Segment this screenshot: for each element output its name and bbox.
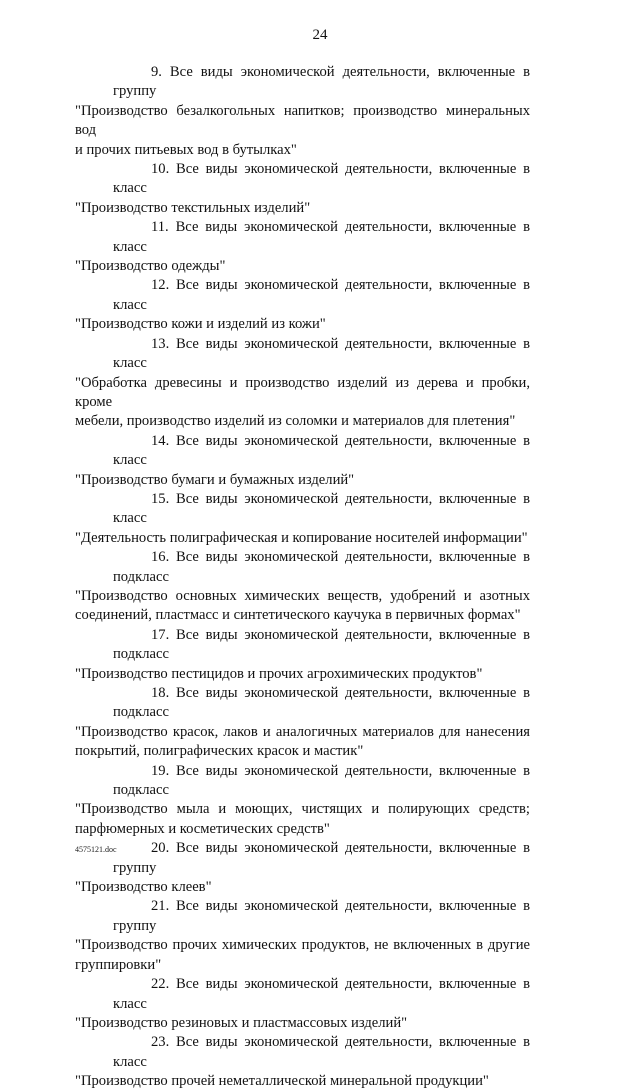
list-item <box>75 975 530 1033</box>
list-item <box>75 63 530 160</box>
text-line: 10. Все виды экономической деятельности, включенные в класс <box>113 161 530 197</box>
text-line: 23. Все виды экономической деятельности, включенные в класс <box>113 1034 530 1070</box>
list-item <box>75 762 530 840</box>
text-line: парфюмерных и косметических средств" <box>75 820 330 837</box>
text-line: "Производство клеев" <box>75 879 212 896</box>
list-item <box>75 1033 530 1091</box>
text-line: 14. Все виды экономической деятельности, включенные в класс <box>113 432 530 469</box>
text-line: "Производство основных химических веществ, удобрений и азотных <box>75 587 530 604</box>
text-line: "Производство текстильных изделий" <box>75 199 311 216</box>
text-line: 11. Все виды экономической деятельности, включенные в класс <box>113 219 530 255</box>
text-line: "Производство пестицидов и прочих агрохимических продуктов" <box>75 665 483 682</box>
text-line: покрытий, полиграфических красок и мастик" <box>75 743 364 760</box>
text-line: 13. Все виды экономической деятельности, включенные в класс <box>113 335 530 372</box>
list-item <box>75 548 530 626</box>
text-line: "Обработка древесины и производство изделий из дерева и пробки, кроме <box>75 374 530 410</box>
text-line: "Производство прочих химических продуктов, не включенных в другие <box>75 937 530 954</box>
file-name-footer: 4575121.doc <box>75 845 117 854</box>
text-line: "Производство одежды" <box>75 258 226 275</box>
text-line: группировки" <box>75 956 162 973</box>
text-line: "Производство мыла и моющих, чистящих и полирующих средств; <box>75 801 530 818</box>
list-item <box>75 432 530 490</box>
text-line: 9. Все виды экономической деятельности, включенные в группу <box>113 64 530 100</box>
list-item <box>75 684 530 762</box>
text-line: "Деятельность полиграфическая и копирование носителей информации" <box>75 529 528 546</box>
text-line: "Производство бумаги и бумажных изделий" <box>75 471 355 488</box>
text-line: "Производство резиновых и пластмассовых изделий" <box>75 1014 408 1031</box>
text-line: 22. Все виды экономической деятельности, включенные в класс <box>113 976 530 1012</box>
list-item <box>75 160 530 218</box>
text-line: "Производство красок, лаков и аналогичных материалов для нанесения <box>75 723 530 740</box>
text-line: "Производство безалкогольных напитков; производство минеральных вод <box>75 102 530 139</box>
list-item <box>75 626 530 684</box>
list-item <box>75 335 530 432</box>
text-line: 19. Все виды экономической деятельности, включенные в подкласс <box>113 762 530 799</box>
text-line: соединений, пластмасс и синтетического каучука в первичных формах" <box>75 607 521 624</box>
text-line: и прочих питьевых вод в бутылках" <box>75 141 297 158</box>
text-line: 16. Все виды экономической деятельности, включенные в подкласс <box>113 549 530 585</box>
text-line: "Производство кожи и изделий из кожи" <box>75 316 326 333</box>
text-line: 17. Все виды экономической деятельности, включенные в подкласс <box>113 626 530 663</box>
document-body <box>75 63 530 1092</box>
text-line: мебели, производство изделий из соломки и материалов для плетения" <box>75 413 516 430</box>
text-line: 12. Все виды экономической деятельности, включенные в класс <box>113 277 530 313</box>
page-number: 24 <box>312 27 328 43</box>
text-line: 21. Все виды экономической деятельности, включенные в группу <box>113 898 530 934</box>
list-item <box>75 276 530 334</box>
list-item <box>75 897 530 975</box>
list-item <box>75 490 530 548</box>
text-line: "Производство прочей неметаллической минеральной продукции" <box>75 1073 489 1090</box>
text-line: 15. Все виды экономической деятельности, включенные в класс <box>113 490 530 527</box>
list-item <box>75 218 530 276</box>
text-line: 18. Все виды экономической деятельности, включенные в подкласс <box>113 685 530 721</box>
text-line: 20. Все виды экономической деятельности, включенные в группу <box>113 840 530 876</box>
list-item <box>75 839 530 897</box>
